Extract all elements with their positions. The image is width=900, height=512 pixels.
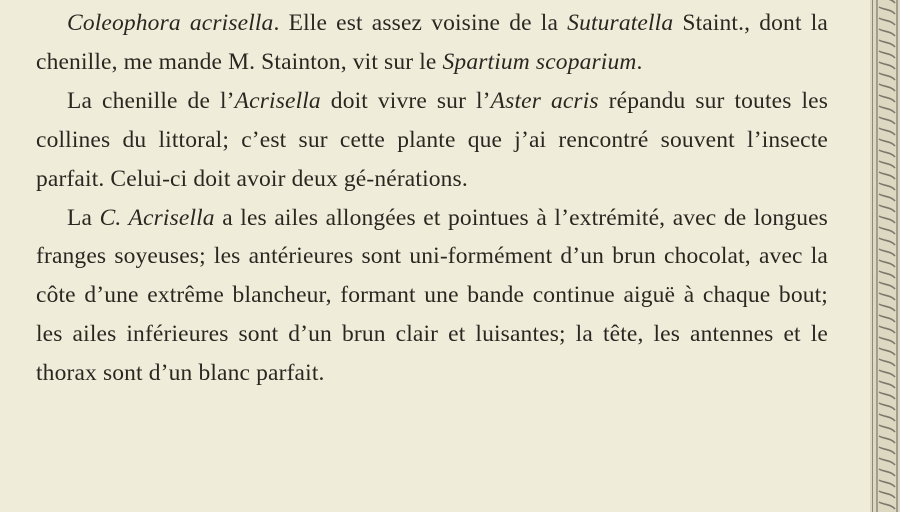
stitch-mark [879, 271, 895, 278]
stitch-mark [879, 370, 895, 377]
stitch-mark [879, 150, 895, 157]
text-segment: doit vivre sur l’ [320, 87, 491, 114]
plant-name: Aster acris [490, 87, 599, 114]
stitch-mark [879, 447, 895, 454]
stitch-mark [879, 359, 895, 366]
stitch-mark [879, 95, 895, 102]
stitch-mark [879, 29, 895, 36]
body-text [36, 4, 828, 393]
book-spine-edge [870, 0, 900, 512]
stitch-mark [879, 216, 895, 223]
stitch-mark [879, 260, 895, 267]
spine-binding-pattern [870, 0, 900, 512]
stitch-mark [879, 381, 895, 388]
stitch-mark [879, 161, 895, 168]
stitch-mark [879, 458, 895, 465]
stitch-mark [879, 392, 895, 399]
stitch-mark [879, 403, 895, 410]
stitch-mark [879, 425, 895, 432]
stitch-mark [879, 414, 895, 421]
text-segment: . Elle est assez voisine de la [273, 10, 568, 36]
stitch-mark [879, 172, 895, 179]
stitch-mark [879, 326, 895, 333]
stitch-mark [879, 238, 895, 245]
text-segment: a les ailes allongées et pointues à l’extrémité, avec de longues franges soyeuses; les antérieures sont uni-formément d’un brun chocolat, avec la côte d’une extrême blancheur, formant une bande continue aiguë à chaque bout; les ailes inférieures sont d’un brun clair et luisantes; la tête, les antennes et le thorax sont d’un blanc parfait. [36, 204, 828, 387]
stitch-mark [879, 469, 895, 476]
species-name: Suturatella [567, 10, 674, 36]
text-segment: La chenille de l’ [67, 87, 235, 114]
stitch-mark [879, 84, 895, 91]
paragraph-1 [36, 4, 828, 82]
stitch-mark [879, 7, 895, 14]
stitch-mark [879, 106, 895, 113]
stitch-mark [879, 249, 895, 256]
stitch-mark [879, 491, 895, 498]
plant-name: Spartium scoparium [442, 48, 637, 75]
stitch-mark [879, 227, 895, 234]
stitch-mark [879, 480, 895, 487]
stitch-mark [879, 293, 895, 300]
stitch-mark [879, 436, 895, 443]
stitch-mark [879, 73, 895, 80]
stitch-mark [879, 315, 895, 322]
stitch-mark [879, 348, 895, 355]
text-segment: répandu sur toutes les collines du littoral; c’est sur cette plante que j’ai rencontré souvent l’insecte parfait. Celui-ci doit avoir deux gé-nérations. [36, 87, 828, 192]
stitch-mark [879, 128, 895, 135]
text-segment: . [636, 48, 643, 75]
stitch-mark [879, 194, 895, 201]
stitch-mark [879, 62, 895, 69]
stitch-mark [879, 337, 895, 344]
stitch-mark [879, 51, 895, 58]
species-name: Acrisella [234, 87, 321, 114]
stitch-mark [879, 40, 895, 47]
stitch-mark [879, 502, 895, 509]
text-segment: La [67, 204, 100, 231]
paragraph-2 [36, 82, 828, 199]
species-name: Coleophora acrisella [67, 10, 274, 36]
species-name: C. Acrisella [99, 204, 215, 231]
stitch-mark [879, 304, 895, 311]
text-segment: Staint., dont la chenille, me mande M. Stainton, vit sur le [36, 10, 828, 75]
stitch-mark [879, 205, 895, 212]
paragraph-3 [36, 199, 828, 394]
stitch-mark [879, 139, 895, 146]
stitch-mark [879, 282, 895, 289]
stitch-mark [879, 183, 895, 190]
stitch-mark [879, 117, 895, 124]
stitch-mark [879, 18, 895, 25]
stitch-mark [879, 0, 895, 3]
